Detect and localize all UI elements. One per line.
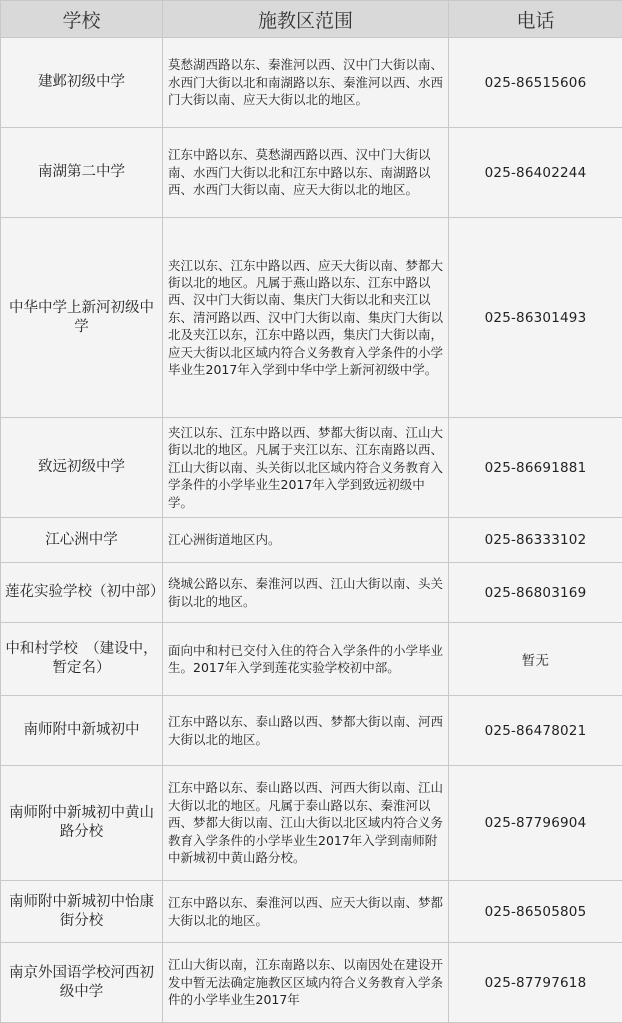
district-area: 夹江以东、江东中路以西、应天大街以南、梦都大街以北的地区。凡属于燕山路以东、江东中路以西、汉中门大街以南、集庆门大街以北和夹江以东、清河路以西、汉中门大街以南、集庆门大街以北及夹江以东，江东中路以西，集庆门大街以南，应天大街以北区域内符合义务教育入学条件的小学毕业生2017年入学到中华中学上新河初级中学。 bbox=[163, 218, 449, 418]
district-area: 江心洲街道地区内。 bbox=[163, 518, 449, 563]
school-name: 中华中学上新河初级中学 bbox=[1, 218, 163, 418]
school-name: 南京外国语学校河西初级中学 bbox=[1, 943, 163, 1023]
district-area: 江东中路以东、莫愁湖西路以西、汉中门大街以南、水西门大街以北和江东中路以东、南湖路以西、水西门大街以南、应天大街以北的地区。 bbox=[163, 128, 449, 218]
district-area: 绕城公路以东、秦淮河以西、江山大街以南、头关街以北的地区。 bbox=[163, 563, 449, 623]
district-area: 面向中和村已交付入住的符合入学条件的小学毕业生。2017年入学到莲花实验学校初中部。 bbox=[163, 623, 449, 696]
header-school: 学校 bbox=[1, 1, 163, 38]
school-name: 中和村学校 （建设中，暂定名） bbox=[1, 623, 163, 696]
table-row bbox=[1, 943, 622, 1023]
district-area: 江东中路以东、泰山路以西、梦都大街以南、河西大街以北的地区。 bbox=[163, 696, 449, 766]
phone-number: 025-86691881 bbox=[449, 418, 622, 518]
school-name: 莲花实验学校（初中部） bbox=[1, 563, 163, 623]
district-area: 江山大街以南，江东南路以东、以南因处在建设开发中暂无法确定施教区区域内符合义务教育入学条件的小学毕业生2017年 bbox=[163, 943, 449, 1023]
phone-number: 025-86515606 bbox=[449, 38, 622, 128]
table-row bbox=[1, 623, 622, 696]
table-row bbox=[1, 881, 622, 943]
table-row bbox=[1, 696, 622, 766]
phone-number: 025-86301493 bbox=[449, 218, 622, 418]
school-name: 南师附中新城初中黄山路分校 bbox=[1, 766, 163, 881]
table-row bbox=[1, 563, 622, 623]
table-row bbox=[1, 766, 622, 881]
header-row bbox=[1, 1, 622, 38]
school-name: 南师附中新城初中怡康街分校 bbox=[1, 881, 163, 943]
district-area: 江东中路以东、秦淮河以西、应天大街以南、梦都大街以北的地区。 bbox=[163, 881, 449, 943]
district-area: 夹江以东、江东中路以西、梦都大街以南、江山大街以北的地区。凡属于夹江以东、江东南路以西、江山大街以南、头关街以北区域内符合义务教育入学条件的小学毕业生2017年入学到致远初级中学。 bbox=[163, 418, 449, 518]
phone-number: 025-87797618 bbox=[449, 943, 622, 1023]
phone-number: 暂无 bbox=[449, 623, 622, 696]
table-row bbox=[1, 218, 622, 418]
school-name: 江心洲中学 bbox=[1, 518, 163, 563]
table-row bbox=[1, 128, 622, 218]
school-name: 建邺初级中学 bbox=[1, 38, 163, 128]
table-row bbox=[1, 38, 622, 128]
district-area: 江东中路以东、泰山路以西、河西大街以南、江山大街以北的地区。凡属于泰山路以东、秦淮河以西、梦都大街以南、江山大街以北区域内符合义务教育入学条件的小学毕业生2017年入学到南师附中新城初中黄山路分校。 bbox=[163, 766, 449, 881]
header-area: 施教区范围 bbox=[163, 1, 449, 38]
school-name: 南师附中新城初中 bbox=[1, 696, 163, 766]
header-phone: 电话 bbox=[449, 1, 622, 38]
phone-number: 025-86478021 bbox=[449, 696, 622, 766]
district-area: 莫愁湖西路以东、秦淮河以西、汉中门大街以南、水西门大街以北和南湖路以东、秦淮河以西、水西门大街以南、应天大街以北的地区。 bbox=[163, 38, 449, 128]
phone-number: 025-86402244 bbox=[449, 128, 622, 218]
school-name: 致远初级中学 bbox=[1, 418, 163, 518]
phone-number: 025-86333102 bbox=[449, 518, 622, 563]
phone-number: 025-86505805 bbox=[449, 881, 622, 943]
phone-number: 025-86803169 bbox=[449, 563, 622, 623]
phone-number: 025-87796904 bbox=[449, 766, 622, 881]
school-name: 南湖第二中学 bbox=[1, 128, 163, 218]
table-row bbox=[1, 518, 622, 563]
table-row bbox=[1, 418, 622, 518]
